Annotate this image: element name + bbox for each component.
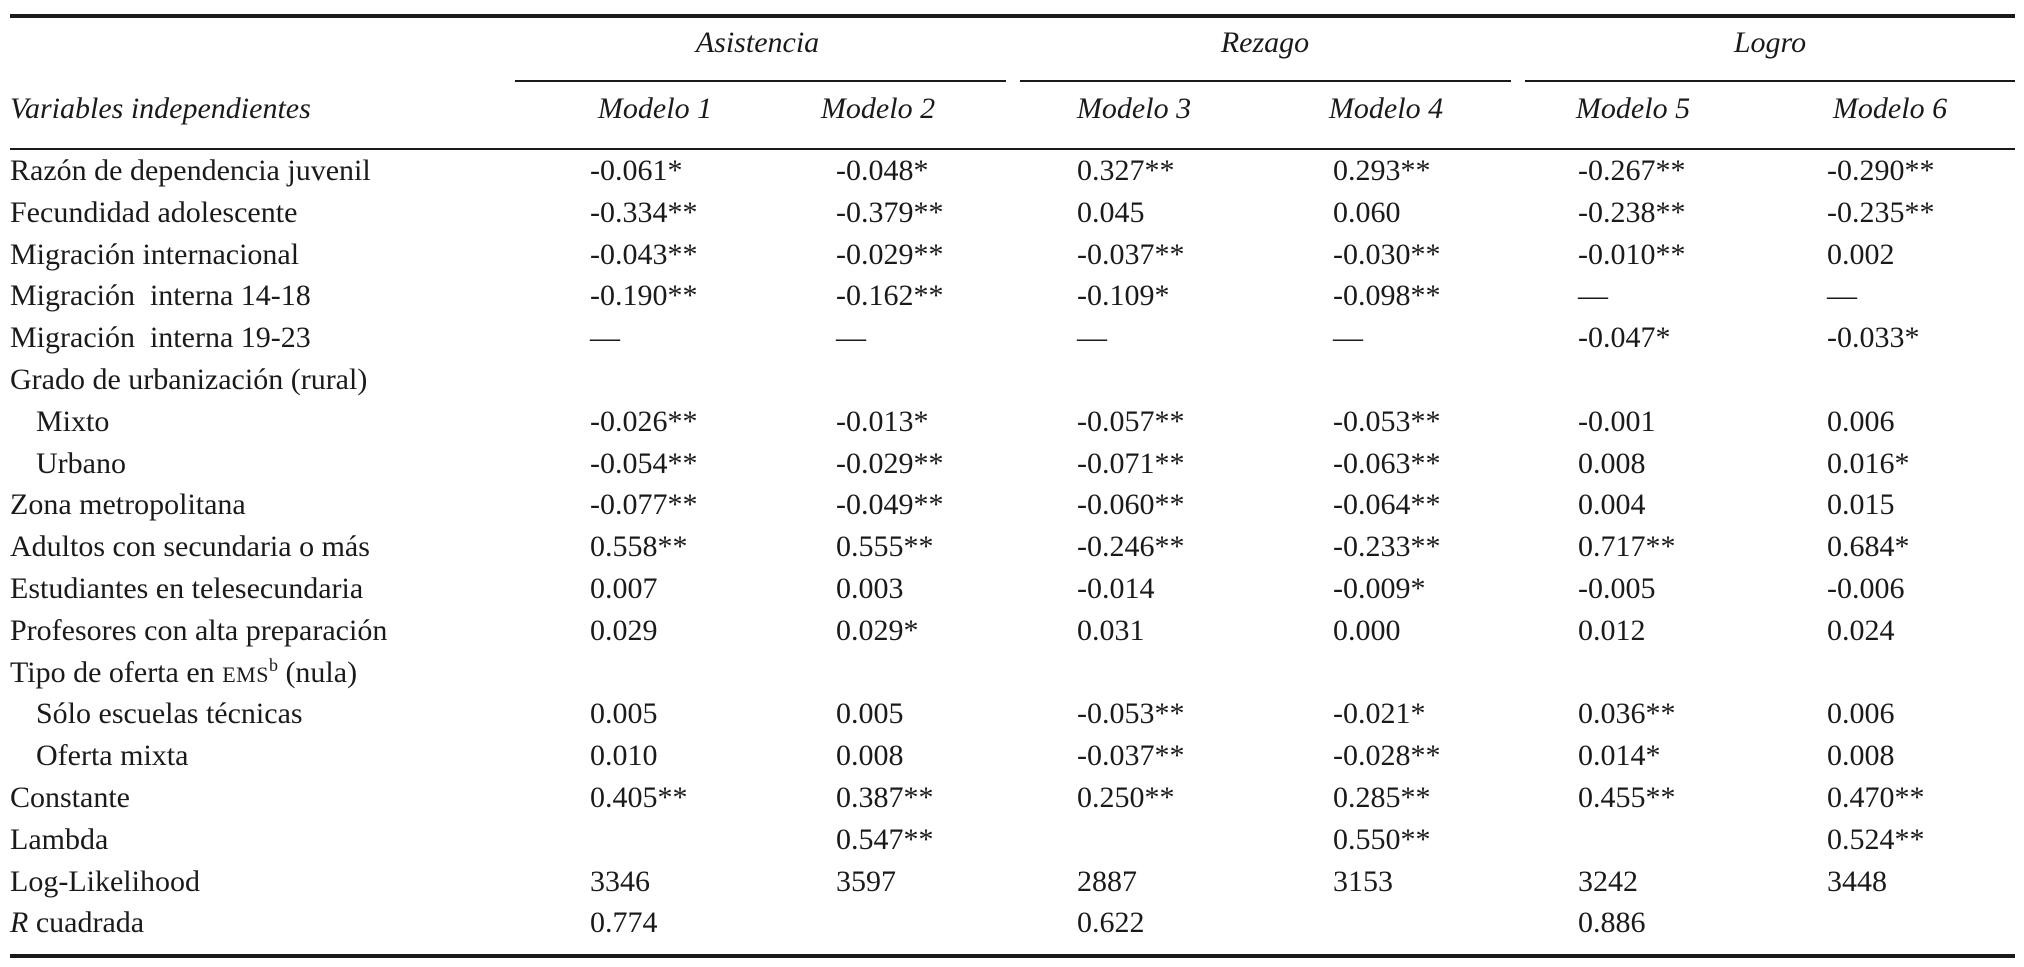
cell-modelo-6: 0.470**: [1827, 780, 1925, 814]
cell-modelo-2: 0.008: [836, 739, 904, 773]
cell-modelo-2: -0.029**: [836, 237, 944, 271]
row-label: Grado de urbanización (rural): [10, 362, 368, 396]
cell-modelo-4: -0.098**: [1333, 279, 1441, 313]
cell-modelo-2: -0.049**: [836, 488, 944, 522]
header-rule: [10, 148, 2015, 150]
bottom-rule: [10, 954, 2015, 958]
cell-modelo-3: 0.031: [1077, 613, 1145, 647]
label-superscript: b: [268, 654, 278, 675]
group-label-logro: Logro: [1733, 26, 1807, 59]
cell-modelo-5: —: [1578, 279, 1608, 313]
row-label: Migración interna 19-23: [10, 321, 311, 355]
label-text: cuadrada: [28, 906, 145, 940]
row-label: Estudiantes en telesecundaria: [10, 571, 364, 605]
cell-modelo-3: -0.060**: [1077, 488, 1185, 522]
table-row: [0, 737, 2024, 779]
row-label: Profesores con alta preparación: [10, 613, 388, 647]
cell-modelo-2: -0.029**: [836, 446, 944, 480]
row-label: Migración internacional: [10, 237, 300, 271]
col-header-modelo-5: Modelo 5: [1575, 92, 1691, 125]
cell-modelo-2: 3597: [836, 864, 896, 898]
cell-modelo-2: -0.048*: [836, 154, 929, 187]
cell-modelo-3: -0.246**: [1077, 530, 1185, 564]
cell-modelo-6: 0.015: [1827, 488, 1895, 522]
label-smallcaps: EMS: [222, 661, 269, 687]
cell-modelo-5: 0.008: [1578, 446, 1646, 480]
table-row: [0, 319, 2024, 361]
cell-modelo-3: -0.014: [1077, 571, 1155, 605]
cell-modelo-1: 3346: [590, 864, 650, 898]
cell-modelo-4: -0.009*: [1333, 571, 1426, 605]
cell-modelo-3: -0.071**: [1077, 446, 1185, 480]
col-header-modelo-3: Modelo 3: [1076, 92, 1192, 125]
cell-modelo-3: 2887: [1077, 864, 1137, 898]
row-label: Zona metropolitana: [10, 488, 246, 522]
cell-modelo-6: -0.006: [1827, 571, 1905, 605]
cell-modelo-4: —: [1333, 321, 1363, 355]
cell-modelo-4: 0.060: [1333, 195, 1401, 229]
cell-modelo-5: -0.010**: [1578, 237, 1686, 271]
table-row: [0, 236, 2024, 278]
cell-modelo-6: —: [1827, 279, 1857, 313]
table-row: [0, 403, 2024, 445]
cell-modelo-6: -0.235**: [1827, 195, 1935, 229]
cell-modelo-6: 0.002: [1827, 237, 1895, 271]
cell-modelo-1: 0.005: [590, 697, 658, 731]
table-row: [0, 277, 2024, 319]
cell-modelo-6: -0.290**: [1827, 154, 1935, 187]
stub-header: Variables independientes: [10, 92, 311, 125]
cell-modelo-3: -0.053**: [1077, 697, 1185, 731]
table-row: [0, 654, 2024, 696]
cell-modelo-5: 0.886: [1578, 906, 1646, 940]
cell-modelo-1: —: [590, 321, 620, 355]
table-row: [0, 612, 2024, 654]
row-label: Oferta mixta: [36, 739, 189, 773]
cell-modelo-6: 0.684*: [1827, 530, 1910, 564]
cell-modelo-4: -0.030**: [1333, 237, 1441, 271]
cell-modelo-1: 0.007: [590, 571, 658, 605]
col-header-modelo-4: Modelo 4: [1328, 92, 1444, 125]
cell-modelo-3: -0.037**: [1077, 739, 1185, 773]
cell-modelo-6: 0.008: [1827, 739, 1895, 773]
cell-modelo-5: 0.004: [1578, 488, 1646, 522]
cell-modelo-4: -0.053**: [1333, 404, 1441, 438]
cell-modelo-6: 0.024: [1827, 613, 1895, 647]
col-header-modelo-1: Modelo 1: [597, 92, 713, 125]
col-header-modelo-2: Modelo 2: [820, 92, 936, 125]
label-text: (nula): [277, 655, 358, 689]
row-label: Adultos con secundaria o más: [10, 530, 370, 564]
table-row: [0, 695, 2024, 737]
cell-modelo-1: 0.558**: [590, 530, 688, 564]
cell-modelo-1: -0.061*: [590, 154, 683, 187]
label-text: Tipo de oferta en: [10, 655, 223, 689]
cell-modelo-6: 0.016*: [1827, 446, 1910, 480]
cell-modelo-5: 0.014*: [1578, 739, 1661, 773]
cell-modelo-4: 3153: [1333, 864, 1393, 898]
table-body: [0, 152, 2024, 946]
table-row: [0, 863, 2024, 905]
cell-modelo-2: 0.555**: [836, 530, 934, 564]
table-row: [0, 904, 2024, 946]
cell-modelo-2: 0.005: [836, 697, 904, 731]
table-row: [0, 821, 2024, 863]
cell-modelo-5: -0.238**: [1578, 195, 1686, 229]
cell-modelo-1: 0.774: [590, 906, 658, 940]
cell-modelo-5: -0.267**: [1578, 154, 1686, 187]
cell-modelo-5: -0.005: [1578, 571, 1656, 605]
label-italic: R: [10, 906, 29, 940]
cell-modelo-3: -0.037**: [1077, 237, 1185, 271]
cell-modelo-2: 0.029*: [836, 613, 919, 647]
cell-modelo-2: 0.547**: [836, 822, 934, 856]
cell-modelo-1: -0.043**: [590, 237, 698, 271]
cell-modelo-3: 0.622: [1077, 906, 1145, 940]
row-label: Constante: [10, 780, 130, 814]
cell-modelo-4: 0.550**: [1333, 822, 1431, 856]
table-row: [0, 570, 2024, 612]
row-label: Sólo escuelas técnicas: [36, 697, 303, 731]
cell-modelo-4: -0.021*: [1333, 697, 1426, 731]
cell-modelo-6: 0.006: [1827, 404, 1895, 438]
cell-modelo-3: 0.250**: [1077, 780, 1175, 814]
cell-modelo-3: 0.045: [1077, 195, 1145, 229]
cell-modelo-1: 0.029: [590, 613, 658, 647]
table-row: [0, 486, 2024, 528]
cell-modelo-4: 0.000: [1333, 613, 1401, 647]
cell-modelo-3: -0.109*: [1077, 279, 1170, 313]
cell-modelo-1: -0.077**: [590, 488, 698, 522]
row-label: [10, 656, 357, 690]
cell-modelo-2: 0.387**: [836, 780, 934, 814]
cell-modelo-4: 0.293**: [1333, 154, 1431, 187]
row-label: Mixto: [36, 404, 110, 438]
cell-modelo-1: -0.190**: [590, 279, 698, 313]
row-label: Fecundidad adolescente: [10, 195, 298, 229]
cell-modelo-3: 0.327**: [1077, 154, 1175, 187]
cell-modelo-3: —: [1077, 321, 1107, 355]
row-label: Urbano: [36, 446, 126, 480]
cell-modelo-5: 0.012: [1578, 613, 1646, 647]
table-row: [0, 361, 2024, 403]
row-label: [10, 906, 144, 940]
cell-modelo-2: -0.013*: [836, 404, 929, 438]
cell-modelo-5: 0.717**: [1578, 530, 1676, 564]
cell-modelo-4: 0.285**: [1333, 780, 1431, 814]
table-row: [0, 779, 2024, 821]
group-label-asistencia: Asistencia: [695, 26, 820, 59]
row-label: Razón de dependencia juvenil: [10, 154, 371, 187]
col-header-modelo-6: Modelo 6: [1832, 92, 1948, 125]
table-row: [0, 528, 2024, 570]
cell-modelo-5: -0.047*: [1578, 321, 1671, 355]
row-label: Log-Likelihood: [10, 864, 200, 898]
top-rule: [10, 14, 2015, 18]
cell-modelo-4: -0.064**: [1333, 488, 1441, 522]
group-rule-logro: [1525, 80, 2015, 82]
table-row: [0, 152, 2024, 194]
cell-modelo-5: 0.036**: [1578, 697, 1676, 731]
group-label-rezago: Rezago: [1220, 26, 1310, 59]
cell-modelo-2: 0.003: [836, 571, 904, 605]
cell-modelo-1: 0.010: [590, 739, 658, 773]
cell-modelo-1: -0.026**: [590, 404, 698, 438]
cell-modelo-5: -0.001: [1578, 404, 1656, 438]
cell-modelo-4: -0.233**: [1333, 530, 1441, 564]
cell-modelo-2: -0.162**: [836, 279, 944, 313]
group-rule-asistencia: [515, 80, 1006, 82]
cell-modelo-6: 3448: [1827, 864, 1887, 898]
cell-modelo-4: -0.028**: [1333, 739, 1441, 773]
cell-modelo-1: -0.054**: [590, 446, 698, 480]
cell-modelo-2: —: [836, 321, 866, 355]
cell-modelo-4: -0.063**: [1333, 446, 1441, 480]
cell-modelo-6: 0.524**: [1827, 822, 1925, 856]
cell-modelo-3: -0.057**: [1077, 404, 1185, 438]
cell-modelo-2: -0.379**: [836, 195, 944, 229]
cell-modelo-1: 0.405**: [590, 780, 688, 814]
cell-modelo-6: 0.006: [1827, 697, 1895, 731]
cell-modelo-6: -0.033*: [1827, 321, 1920, 355]
cell-modelo-5: 0.455**: [1578, 780, 1676, 814]
row-label: Lambda: [10, 822, 109, 856]
table-row: [0, 445, 2024, 487]
cell-modelo-1: -0.334**: [590, 195, 698, 229]
group-rule-rezago: [1020, 80, 1511, 82]
cell-modelo-5: 3242: [1578, 864, 1638, 898]
table-row: [0, 194, 2024, 236]
row-label: Migración interna 14-18: [10, 279, 311, 313]
